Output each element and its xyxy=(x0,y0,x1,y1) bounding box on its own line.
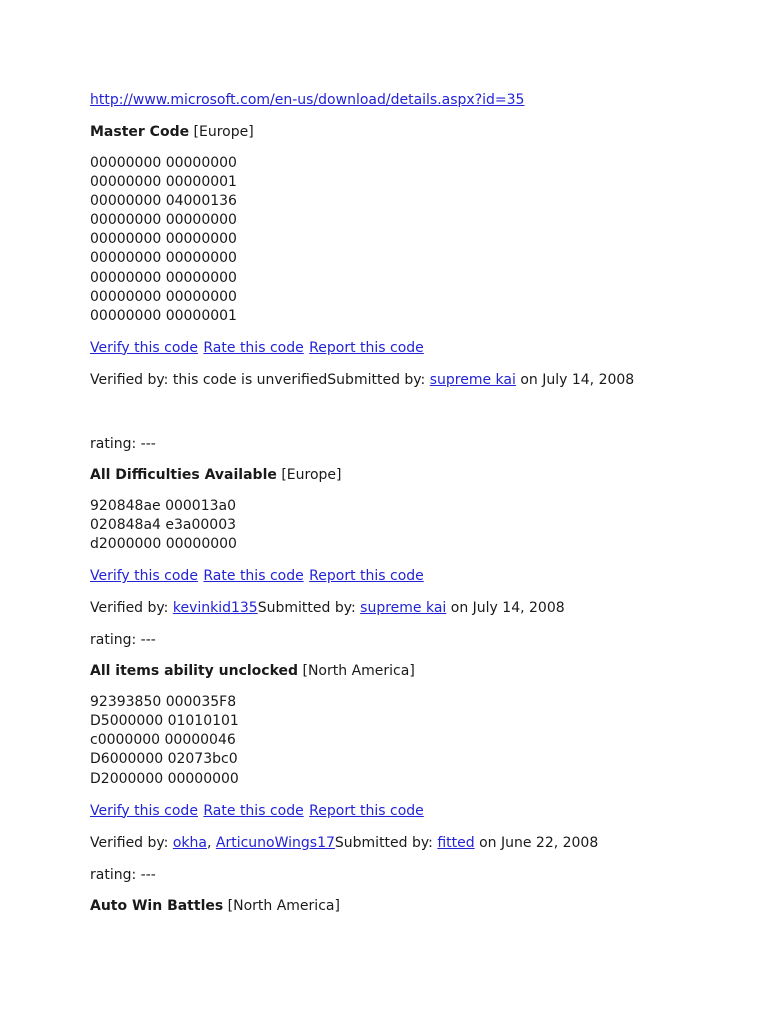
code-line: 00000000 00000000 xyxy=(90,212,237,229)
code-rating: rating: --- xyxy=(90,435,156,452)
report-code-link[interactable]: Report this code xyxy=(309,802,424,819)
submitted-by-label: Submitted by: xyxy=(334,834,438,851)
code-actions xyxy=(90,566,730,586)
code-region: [Europe] xyxy=(189,124,254,140)
code-name: Master Code xyxy=(90,124,190,140)
code-line: 00000000 00000000 xyxy=(90,269,237,286)
verify-code-link[interactable]: Verify this code xyxy=(90,339,198,356)
code-line: D2000000 00000000 xyxy=(90,770,239,787)
code-line: 92393850 000035F8 xyxy=(90,694,237,711)
document-page xyxy=(90,90,730,928)
on-label: on xyxy=(515,371,543,388)
code-title xyxy=(90,465,730,485)
code-line: 020848a4 e3a00003 xyxy=(90,516,237,533)
code-line: 00000000 00000000 xyxy=(90,288,237,305)
code-title xyxy=(90,896,730,916)
code-lines xyxy=(90,693,730,788)
report-code-link[interactable]: Report this code xyxy=(309,568,424,585)
verified-by-label: Verified by: xyxy=(90,834,173,851)
verified-by-label: Verified by: xyxy=(90,600,173,617)
code-region: [Europe] xyxy=(276,466,342,483)
verifier-link[interactable]: kevinkid135 xyxy=(172,600,258,617)
submit-date: July 14, 2008 xyxy=(542,371,635,388)
verify-code-link[interactable]: Verify this code xyxy=(90,568,198,585)
code-region: [North America] xyxy=(223,897,340,914)
source-url-link[interactable]: http://www.microsoft.com/en-us/download/details.aspx?id=35 xyxy=(90,92,525,108)
code-line: 00000000 00000000 xyxy=(90,155,237,171)
code-rating: rating: --- xyxy=(90,632,156,649)
submit-date: July 14, 2008 xyxy=(472,600,565,617)
code-line: D5000000 01010101 xyxy=(90,713,239,730)
code-region: [North America] xyxy=(298,663,415,680)
code-actions xyxy=(90,801,730,821)
report-code-link[interactable]: Report this code xyxy=(309,339,424,356)
verify-code-link[interactable]: Verify this code xyxy=(90,802,198,819)
on-label: on xyxy=(474,834,501,851)
code-title xyxy=(90,661,730,681)
submitter-link[interactable]: fitted xyxy=(437,834,475,851)
rate-code-link[interactable]: Rate this code xyxy=(203,339,304,356)
submit-date: June 22, 2008 xyxy=(500,834,599,851)
code-meta xyxy=(90,598,730,618)
rate-code-link[interactable]: Rate this code xyxy=(203,568,304,585)
code-line: 00000000 04000136 xyxy=(90,193,237,210)
verified-status: this code is unverified xyxy=(172,371,328,388)
code-line: 920848ae 000013a0 xyxy=(90,497,237,514)
code-line: c0000000 00000046 xyxy=(90,732,236,749)
submitter-link[interactable]: supreme kai xyxy=(429,371,516,388)
submitted-by-label: Submitted by: xyxy=(327,371,430,388)
code-line: 00000000 00000000 xyxy=(90,231,237,248)
code-rating: rating: --- xyxy=(90,866,156,883)
code-meta xyxy=(90,370,730,390)
code-lines xyxy=(90,154,730,326)
verified-by-label: Verified by: xyxy=(90,371,173,388)
code-name: All items ability unclocked xyxy=(90,663,299,680)
code-name: Auto Win Battles xyxy=(90,897,224,914)
on-label: on xyxy=(446,600,473,617)
code-line: 00000000 00000001 xyxy=(90,174,237,191)
code-line: 00000000 00000001 xyxy=(90,307,237,324)
code-name: All Difficulties Available xyxy=(90,466,277,483)
code-line: d2000000 00000000 xyxy=(90,536,237,553)
comma-separator: , xyxy=(206,834,216,851)
submitted-by-label: Submitted by: xyxy=(257,600,361,617)
rate-code-link[interactable]: Rate this code xyxy=(203,802,304,819)
code-title xyxy=(90,122,730,142)
code-line: 00000000 00000000 xyxy=(90,250,237,267)
code-meta xyxy=(90,833,730,853)
code-lines xyxy=(90,497,730,554)
submitter-link[interactable]: supreme kai xyxy=(360,600,447,617)
code-line: D6000000 02073bc0 xyxy=(90,751,238,768)
code-actions xyxy=(90,338,730,358)
verifier-link[interactable]: okha xyxy=(172,834,207,851)
verifier-link[interactable]: ArticunoWings17 xyxy=(215,834,335,851)
